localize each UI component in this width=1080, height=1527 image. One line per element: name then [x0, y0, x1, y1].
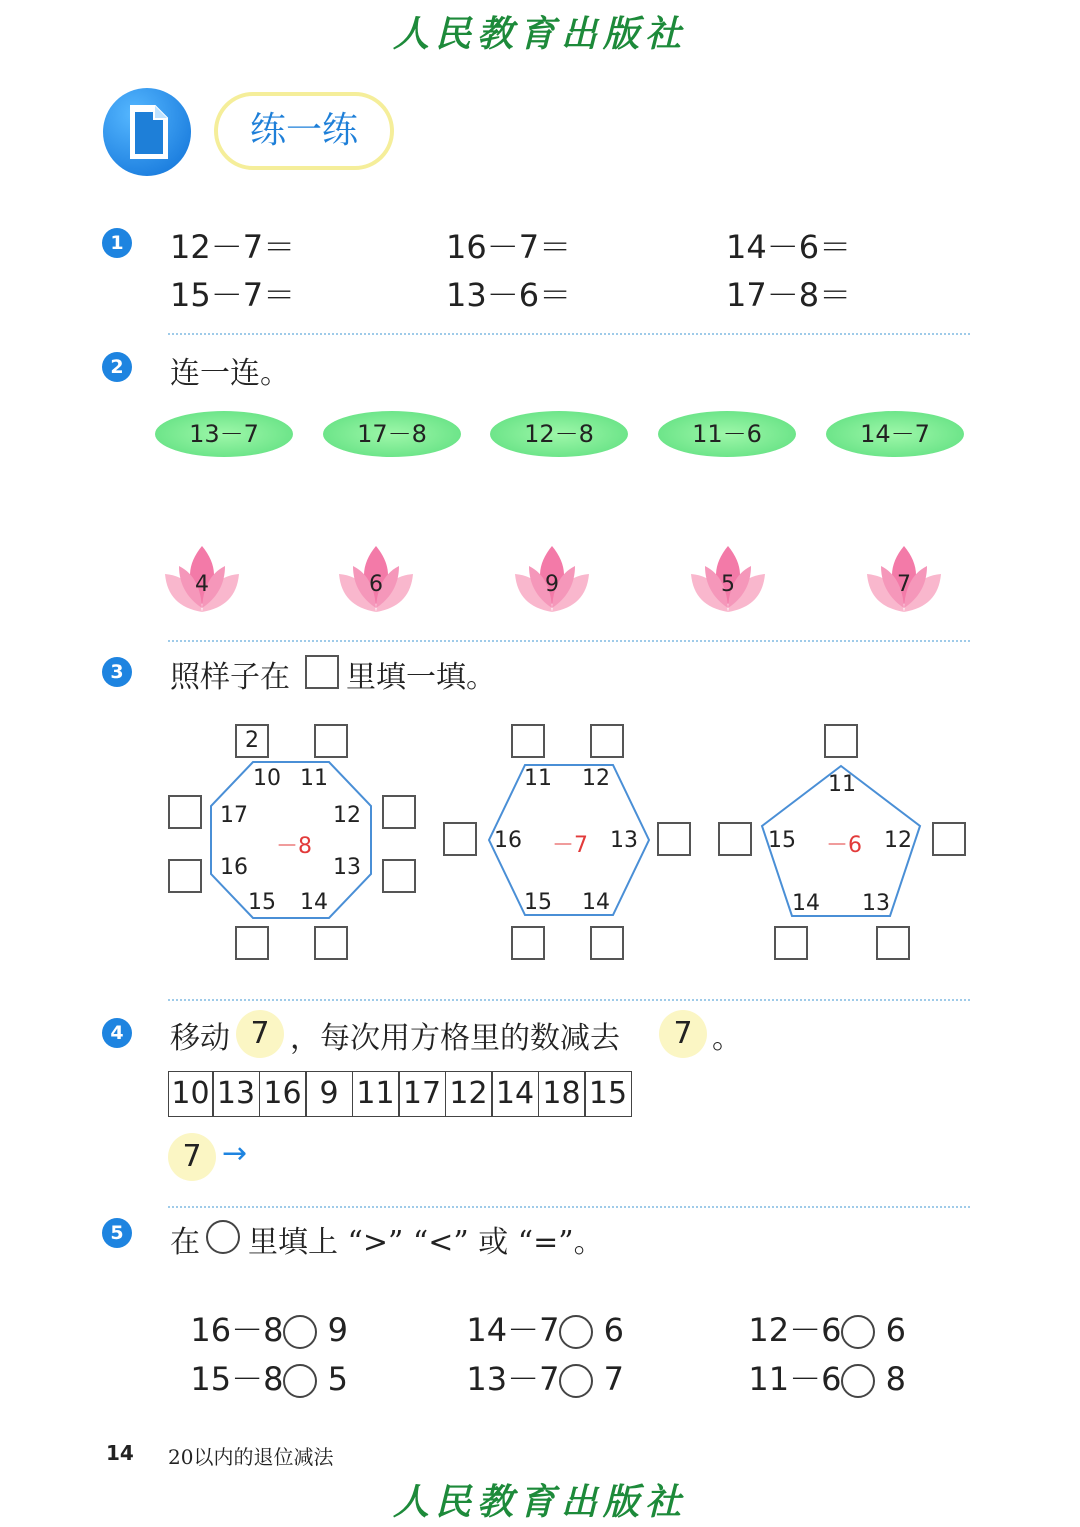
answer-box[interactable]	[235, 926, 269, 960]
grid-cell[interactable]: 15	[584, 1071, 632, 1117]
grid-cell[interactable]: 18	[538, 1071, 586, 1117]
chapter-title: 20以内的退位减法	[168, 1445, 334, 1469]
operation-label: －6	[826, 833, 862, 858]
equation: 13－6＝	[446, 276, 572, 314]
shape-number: 16	[494, 828, 522, 853]
section-divider	[168, 999, 970, 1001]
comparison-circle[interactable]	[559, 1364, 593, 1398]
question-title-end: 。	[712, 1021, 742, 1056]
answer-box[interactable]	[314, 926, 348, 960]
question-title-prefix: 在	[170, 1225, 200, 1260]
lotus-number: 6	[369, 572, 383, 597]
comparison-right: 6	[885, 1311, 906, 1349]
answer-box[interactable]	[590, 724, 624, 758]
shape-number: 13	[333, 855, 361, 880]
equation: 15－7＝	[170, 276, 296, 314]
question-number-5: 5	[102, 1218, 132, 1248]
publisher-header: 人民教育出版社	[392, 13, 687, 55]
number-badge: 7	[659, 1010, 707, 1058]
shape-number: 11	[300, 766, 328, 791]
comparison-right: 6	[603, 1311, 624, 1349]
grid-cell[interactable]: 11	[352, 1071, 400, 1117]
circle-icon	[206, 1220, 240, 1254]
answer-box[interactable]	[382, 859, 416, 893]
page-number: 14	[106, 1441, 134, 1465]
question-title-prefix: 移动	[170, 1021, 230, 1056]
section-divider	[168, 333, 970, 335]
answer-box[interactable]	[443, 822, 477, 856]
shape-number: 14	[300, 890, 328, 915]
shape-number: 11	[524, 766, 552, 791]
equation: 17－8＝	[726, 276, 852, 314]
leaf-card[interactable]: 13－7	[155, 411, 293, 457]
grid-cell[interactable]: 13	[212, 1071, 260, 1117]
lotus-flower[interactable]	[859, 546, 949, 616]
comparison-right: 8	[885, 1360, 906, 1398]
operation-label: －8	[276, 834, 312, 859]
leaf-card[interactable]: 17－8	[323, 411, 461, 457]
shape-number: 12	[333, 803, 361, 828]
shape-number: 13	[862, 891, 890, 916]
leaf-card[interactable]: 11－6	[658, 411, 796, 457]
comparison-circle[interactable]	[283, 1364, 317, 1398]
comparison-item	[446, 1316, 624, 1400]
lotus-number: 9	[545, 572, 559, 597]
shape-number: 17	[220, 803, 248, 828]
grid-cell[interactable]: 12	[445, 1071, 493, 1117]
comparison-item	[170, 1316, 348, 1400]
comparison-left: 14－7	[466, 1311, 560, 1349]
question-title-suffix: 里填一填。	[346, 660, 496, 695]
answer-box-filled[interactable]: 2	[235, 724, 269, 758]
answer-box[interactable]	[168, 859, 202, 893]
question-title-suffix: 里填上 “>” “<” 或 “=”。	[248, 1225, 604, 1260]
question-number-1: 1	[102, 228, 132, 258]
answer-box[interactable]	[932, 822, 966, 856]
number-badge: 7	[236, 1010, 284, 1058]
question-title: 连一连。	[170, 356, 290, 391]
comparison-right: 9	[327, 1311, 348, 1349]
comparison-right: 5	[327, 1360, 348, 1398]
answer-box[interactable]	[314, 724, 348, 758]
equation: 12－7＝	[170, 228, 296, 266]
shape-number: 12	[884, 828, 912, 853]
grid-cell[interactable]: 10	[168, 1071, 214, 1117]
grid-cell[interactable]: 16	[259, 1071, 307, 1117]
answer-box[interactable]	[511, 926, 545, 960]
equation: 14－6＝	[726, 228, 852, 266]
shape-number: 15	[768, 828, 796, 853]
comparison-right: 7	[603, 1360, 624, 1398]
operation-label: －7	[552, 833, 588, 858]
lotus-flower[interactable]	[507, 546, 597, 616]
shape-number: 15	[248, 890, 276, 915]
question-number-2: 2	[102, 352, 132, 382]
publisher-footer: 人民教育出版社	[392, 1481, 687, 1523]
shape-number: 14	[792, 891, 820, 916]
equation: 16－7＝	[446, 228, 572, 266]
answer-box[interactable]	[511, 724, 545, 758]
comparison-left: 11－6	[748, 1360, 842, 1398]
grid-cell[interactable]: 14	[491, 1071, 539, 1117]
leaf-card[interactable]: 12－8	[490, 411, 628, 457]
lotus-flower[interactable]	[157, 546, 247, 616]
box-icon	[305, 655, 339, 689]
shape-number: 11	[828, 772, 856, 797]
lotus-number: 5	[721, 572, 735, 597]
start-number-badge[interactable]: 7	[168, 1133, 216, 1181]
question-title-middle: ，每次用方格里的数减去	[290, 1021, 620, 1056]
shape-number: 10	[253, 766, 281, 791]
answer-box[interactable]	[876, 926, 910, 960]
comparison-item	[728, 1316, 906, 1400]
answer-box[interactable]	[657, 822, 691, 856]
section-divider	[168, 1206, 970, 1208]
answer-box[interactable]	[382, 795, 416, 829]
arrow-right-icon: →	[222, 1136, 248, 1171]
grid-cell[interactable]: 9	[305, 1071, 353, 1117]
answer-box[interactable]	[824, 724, 858, 758]
number-grid	[169, 1071, 632, 1117]
comparison-left: 12－6	[748, 1311, 842, 1349]
answer-box[interactable]	[590, 926, 624, 960]
section-title: 练一练	[214, 92, 394, 170]
shape-number: 14	[582, 890, 610, 915]
shape-number: 16	[220, 855, 248, 880]
comparison-left: 16－8	[190, 1311, 284, 1349]
lotus-number: 4	[195, 572, 209, 597]
shape-number: 12	[582, 766, 610, 791]
document-icon	[103, 88, 191, 176]
answer-box[interactable]	[168, 795, 202, 829]
lotus-flower[interactable]	[331, 546, 421, 616]
question-number-3: 3	[102, 657, 132, 687]
grid-cell[interactable]: 17	[398, 1071, 446, 1117]
lotus-number: 7	[897, 572, 911, 597]
shape-number: 13	[610, 828, 638, 853]
comparison-circle[interactable]	[841, 1364, 875, 1398]
lotus-flower[interactable]	[683, 546, 773, 616]
answer-box[interactable]	[774, 926, 808, 960]
answer-box[interactable]	[718, 822, 752, 856]
comparison-left: 15－8	[190, 1360, 284, 1398]
comparison-left: 13－7	[466, 1360, 560, 1398]
shape-number: 15	[524, 890, 552, 915]
question-number-4: 4	[102, 1018, 132, 1048]
section-divider	[168, 640, 970, 642]
leaf-card[interactable]: 14－7	[826, 411, 964, 457]
question-title-prefix: 照样子在	[170, 660, 290, 695]
